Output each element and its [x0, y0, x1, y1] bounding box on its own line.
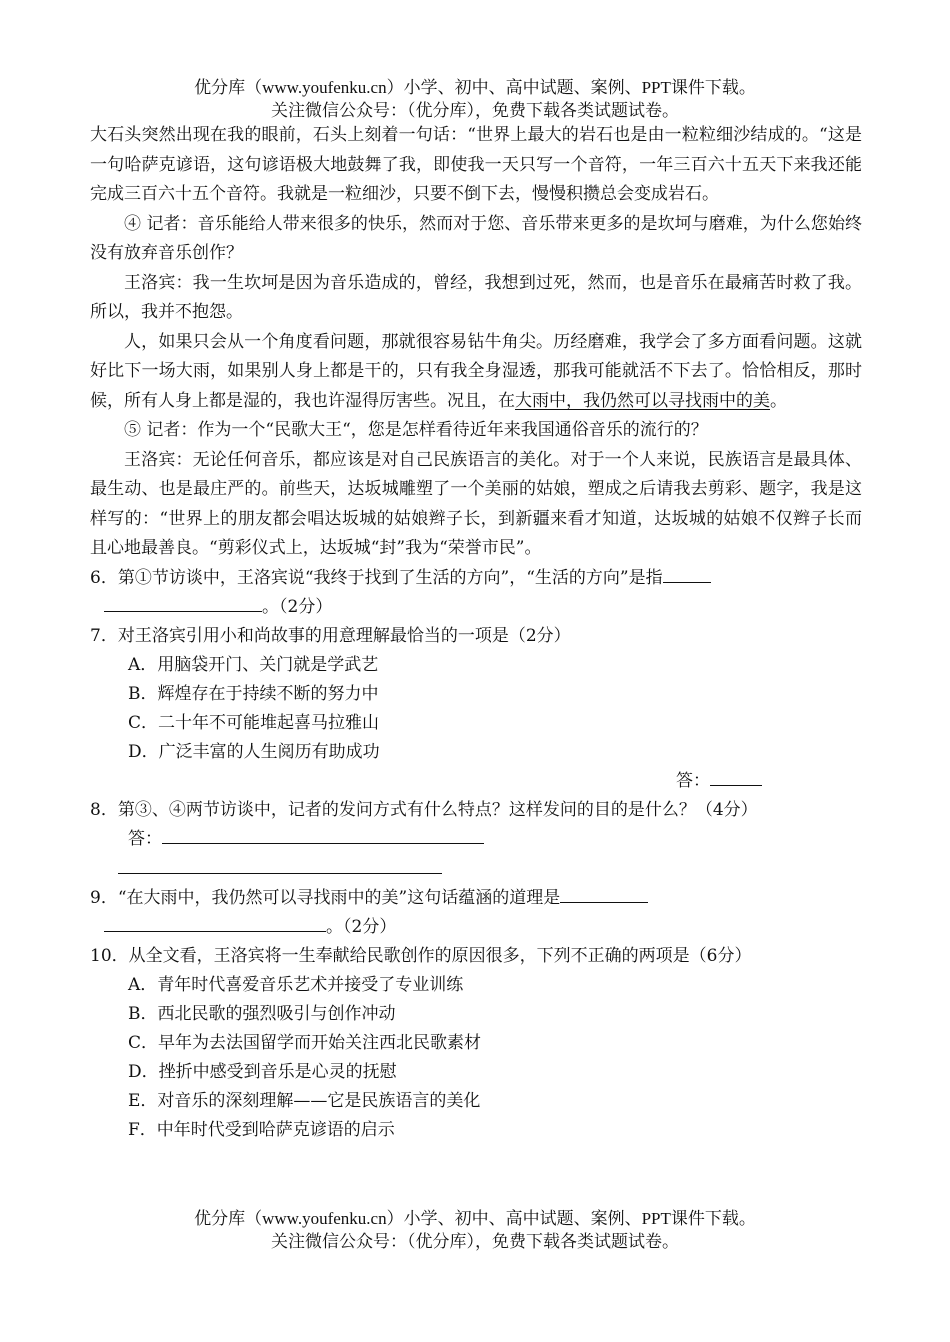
question-9-text: 9．“在大雨中，我仍然可以寻找雨中的美”这句话蕴涵的道理是	[90, 887, 561, 908]
passage-paragraph-3: 王洛宾：我一生坎坷是因为音乐造成的，曾经，我想到过死，然而，也是音乐在最痛苦时救了我。所以，我并不抱怨。	[90, 272, 862, 322]
passage-paragraph-2: ④ 记者：音乐能给人带来很多的快乐，然而对于您、音乐带来更多的是坎坷与磨难，为什么您始终没有放弃音乐创作？	[90, 213, 862, 263]
question-8-answer	[90, 825, 862, 854]
question-10-option-a: A．青年时代喜爱音乐艺术并接受了专业训练	[128, 975, 464, 996]
question-7-answer	[90, 767, 862, 796]
question-7-answer-blank[interactable]	[710, 767, 762, 786]
question-8: 8．第③、④两节访谈中，记者的发问方式有什么特点？这样发问的目的是什么？（4分）	[90, 800, 758, 821]
question-7-answer-label: 答：	[676, 771, 710, 792]
question-10-option-e: E．对音乐的深刻理解——它是民族语言的美化	[128, 1091, 481, 1112]
question-8-answer-blank-1[interactable]	[162, 825, 484, 844]
footer-line-1: 优分库（www.youfenku.cn）小学、初中、高中试题、案例、PPT课件下载。	[194, 1209, 756, 1228]
question-10: 10．从全文看，王洛宾将一生奉献给民歌创作的原因很多，下列不正确的两项是（6分）	[90, 946, 752, 967]
passage-paragraph-1: 大石头突然出现在我的眼前，石头上刻着一句话：“世界上最大的岩石也是由一粒粒细沙结成的。“这是一句哈萨克谚语，这句谚语极大地鼓舞了我，即使我一天只写一个音符，一年三百六十五天下来我还能完成三百六十五个音符。我就是一粒细沙，只要不倒下去，慢慢积攒总会变成岩石。	[90, 125, 862, 204]
page-footer	[0, 1207, 950, 1253]
page-header	[0, 76, 950, 122]
paragraph-4-text: 人，如果只会从一个角度看问题，那就很容易钻牛角尖。历经磨难，我学会了多方面看问题。这就好比下一场大雨，如果别人身上都是干的，只有我全身湿透，那我可能就活不下去了。恰恰相反，那时候，所有人身上都是湿的，我也许湿得厉害些。况且，在	[90, 331, 862, 411]
header-line-1: 优分库（www.youfenku.cn）小学、初中、高中试题、案例、PPT课件下载。	[194, 78, 756, 97]
question-9	[90, 884, 862, 913]
question-6-blank-2[interactable]	[104, 593, 262, 612]
question-9-line-2	[90, 913, 862, 942]
question-6-tail: 。（2分）	[262, 596, 333, 617]
question-6	[90, 564, 862, 593]
document-body	[90, 121, 862, 1145]
question-6-text: 6．第①节访谈中，王洛宾说“我终于找到了生活的方向”，“生活的方向”是指	[90, 567, 663, 588]
question-10-option-f: F．中年时代受到哈萨克谚语的启示	[128, 1120, 395, 1141]
question-6-blank-1[interactable]	[663, 564, 711, 583]
question-7: 7．对王洛宾引用小和尚故事的用意理解最恰当的一项是（2分）	[90, 625, 571, 646]
question-9-blank-1[interactable]	[560, 884, 648, 903]
question-10-option-b: B．西北民歌的强烈吸引与创作冲动	[128, 1004, 396, 1025]
question-8-answer-line-2	[90, 855, 862, 884]
paragraph-4-end: 。	[770, 390, 787, 411]
question-9-tail: 。（2分）	[326, 916, 397, 937]
question-8-answer-label: 答：	[128, 829, 162, 850]
question-7-option-b: B．辉煌存在于持续不断的努力中	[128, 684, 379, 705]
passage-paragraph-6: 王洛宾：无论任何音乐，都应该是对自己民族语言的美化。对于一个人来说，民族语言是最具体、最生动、也是最庄严的。前些天，达坂城雕塑了一个美丽的姑娘，塑成之后请我去剪彩、题字，我是这样写的：“世界上的朋友都会唱达坂城的姑娘辫子长，到新疆来看才知道，达坂城的姑娘不仅辫子长而且心地最善良。“剪彩仪式上，达坂城“封”我为“荣誉市民”。	[90, 449, 862, 558]
question-7-option-a: A．用脑袋开门、关门就是学武艺	[128, 655, 379, 676]
footer-line-2: 关注微信公众号：（优分库），免费下载各类试题试卷。	[271, 1232, 679, 1251]
header-line-2: 关注微信公众号：（优分库），免费下载各类试题试卷。	[271, 101, 679, 120]
question-7-option-c: C．二十年不可能堆起喜马拉雅山	[128, 713, 380, 734]
passage-paragraph-5: ⑤ 记者：作为一个“民歌大王“，您是怎样看待近年来我国通俗音乐的流行的？	[124, 420, 708, 440]
question-10-option-c: C．早年为去法国留学而开始关注西北民歌素材	[128, 1033, 482, 1054]
question-6-line-2	[90, 593, 862, 622]
question-7-option-d: D．广泛丰富的人生阅历有助成功	[128, 742, 380, 763]
question-8-answer-blank-2[interactable]	[118, 855, 442, 874]
passage-paragraph-4	[90, 328, 862, 417]
underlined-sentence: 大雨中，我仍然可以寻找雨中的美	[515, 390, 770, 411]
question-9-blank-2[interactable]	[104, 913, 326, 932]
question-10-option-d: D．挫折中感受到音乐是心灵的抚慰	[128, 1062, 397, 1083]
